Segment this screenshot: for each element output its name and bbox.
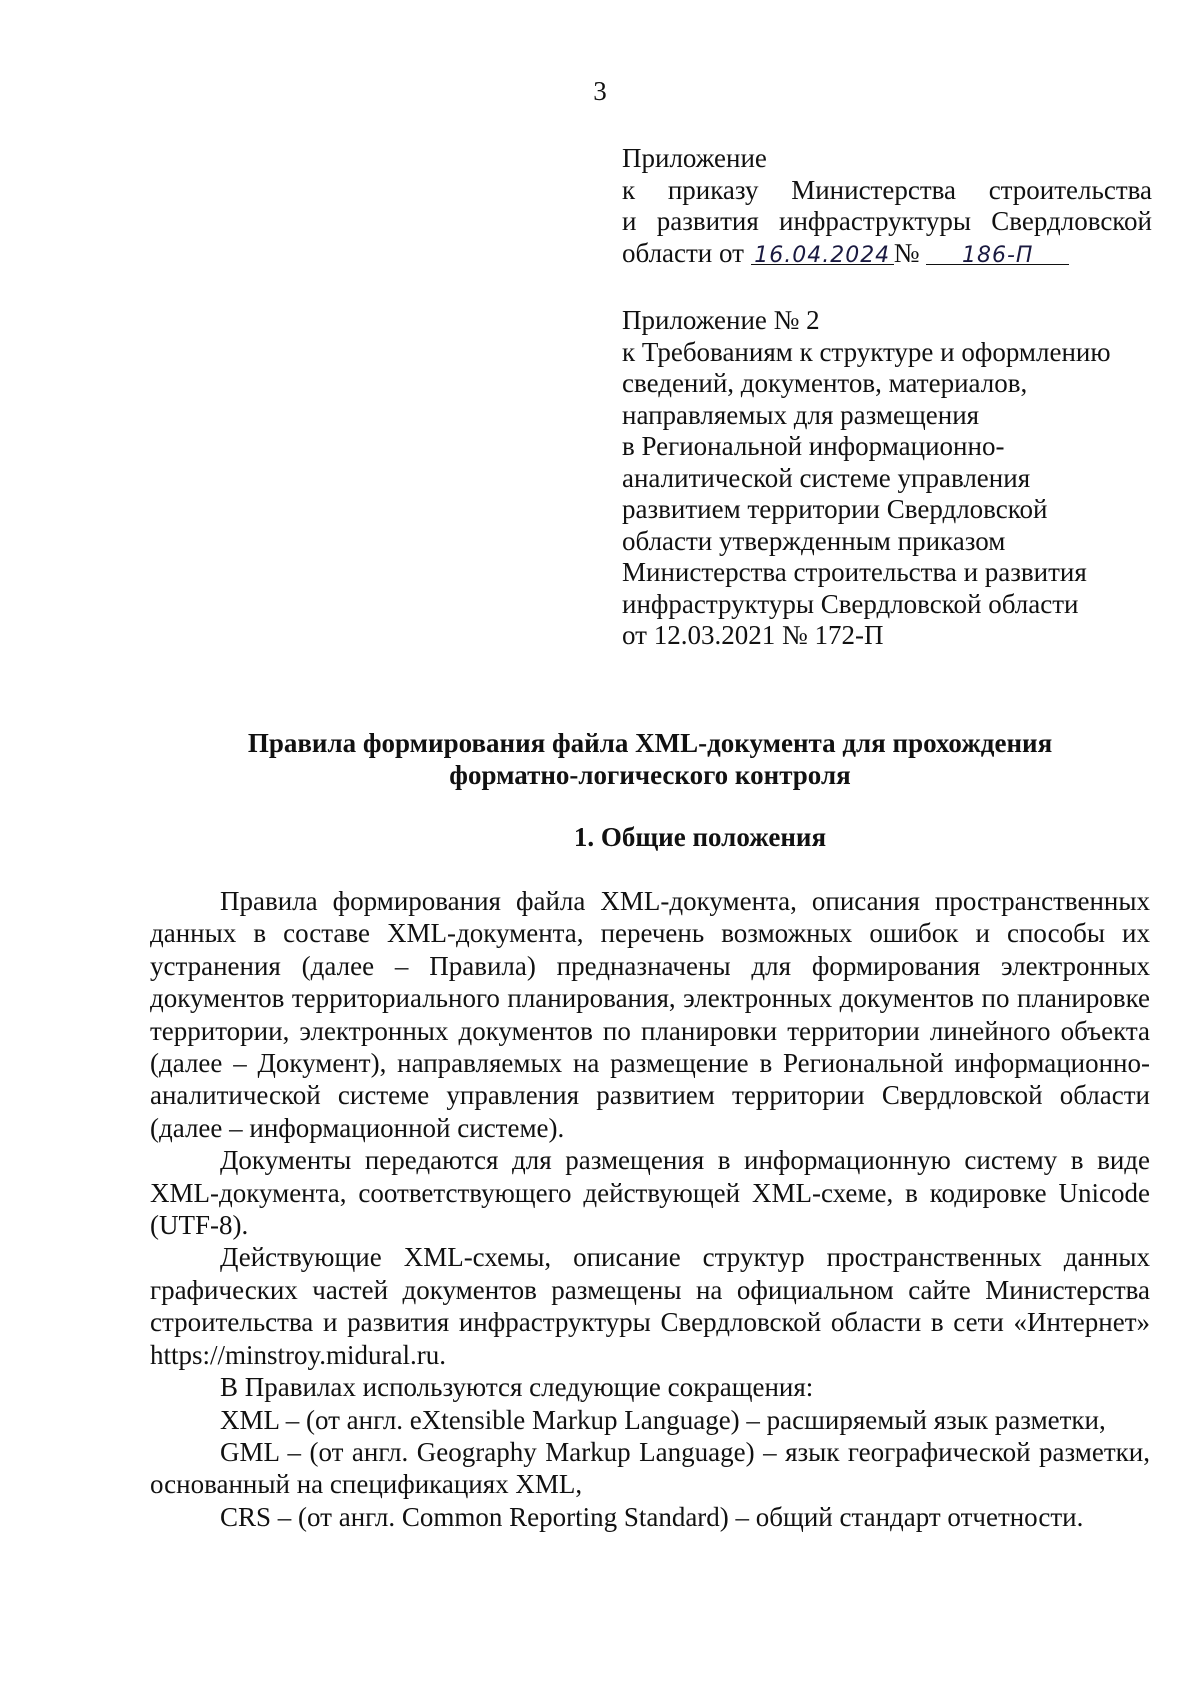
appendix-ministry-line: и развития инфраструктуры Свердловской	[622, 206, 1152, 236]
appendix-requirements-reference	[622, 305, 1152, 652]
paragraph: В Правилах используются следующие сокращения:	[220, 1372, 814, 1403]
paragraph: GML – (от англ. Geography Markup Language) – язык географической разметки, основанный на спецификациях XML,	[150, 1436, 1150, 1500]
number-field	[926, 238, 1069, 268]
appendix2-line: Приложение № 2	[622, 305, 820, 335]
handwritten-date: 16.04.2024	[754, 242, 891, 268]
appendix2-line: от 12.03.2021 № 172-П	[622, 620, 884, 650]
appendix-label: Приложение	[622, 143, 767, 173]
date-field	[751, 238, 894, 268]
page-number: 3	[593, 76, 607, 106]
paragraph: XML – (от англ. eXtensible Markup Language) – расширяемый язык разметки,	[220, 1404, 1106, 1435]
body-text	[150, 885, 1150, 1533]
document-title-line: форматно-логического контроля	[449, 760, 851, 790]
document-title	[150, 727, 1150, 791]
handwritten-number: 186-П	[961, 242, 1034, 268]
appendix-date-number-line	[622, 238, 1152, 270]
appendix2-line: инфраструктуры Свердловской области	[622, 588, 1079, 619]
paragraph: Документы передаются для размещения в информационную систему в виде XML-документа, соответствующего действующей XML-схеме, в кодировке Unicode (UTF-8).	[150, 1145, 1150, 1241]
appendix2-line: Министерства строительства и развития	[622, 557, 1087, 587]
appendix2-line: области утвержденным приказом	[622, 525, 1006, 556]
appendix-order-reference	[622, 143, 1152, 269]
paragraph: Действующие XML-схемы, описание структур пространственных данных графических частей документов размещены на официальном сайте Министерства строительства и развития инфраструктуры Свердловской области в сети «Интернет» https://minstroy.midural.ru.	[150, 1242, 1150, 1370]
appendix2-line: аналитической системе управления	[622, 462, 1031, 493]
section-heading: 1. Общие положения	[573, 822, 827, 852]
appendix2-line: развитием территории Свердловской	[622, 494, 1048, 524]
appendix2-line: в Региональной информационно-	[622, 431, 1005, 461]
appendix2-line: сведений, документов, материалов,	[622, 368, 1028, 398]
number-sign: №	[893, 237, 920, 268]
appendix2-line: к Требованиям к структуре и оформлению	[622, 336, 1111, 367]
paragraph: Правила формирования файла XML-документа, описания пространственных данных в составе XML-документа, перечень возможных ошибок и способы их устранения (далее – Правила) предназначены для формирования электронных документов территориального планирования, электронных документов по планировке территории, электронных документов по планировки территории линейного объекта (далее – Документ), направляемых на размещение в Региональной информационно-аналитической системе управления развитием территории Свердловской области (далее – информационной системе).	[150, 886, 1150, 1143]
paragraph: CRS – (от англ. Common Reporting Standard) – общий стандарт отчетности.	[220, 1501, 1084, 1532]
document-title-line: Правила формирования файла XML-документа для прохождения	[247, 728, 1053, 758]
appendix-order-line: к приказу Министерства строительства	[622, 174, 1152, 205]
appendix-region-prefix: области от	[622, 237, 744, 268]
appendix2-line: направляемых для размещения	[622, 399, 980, 430]
